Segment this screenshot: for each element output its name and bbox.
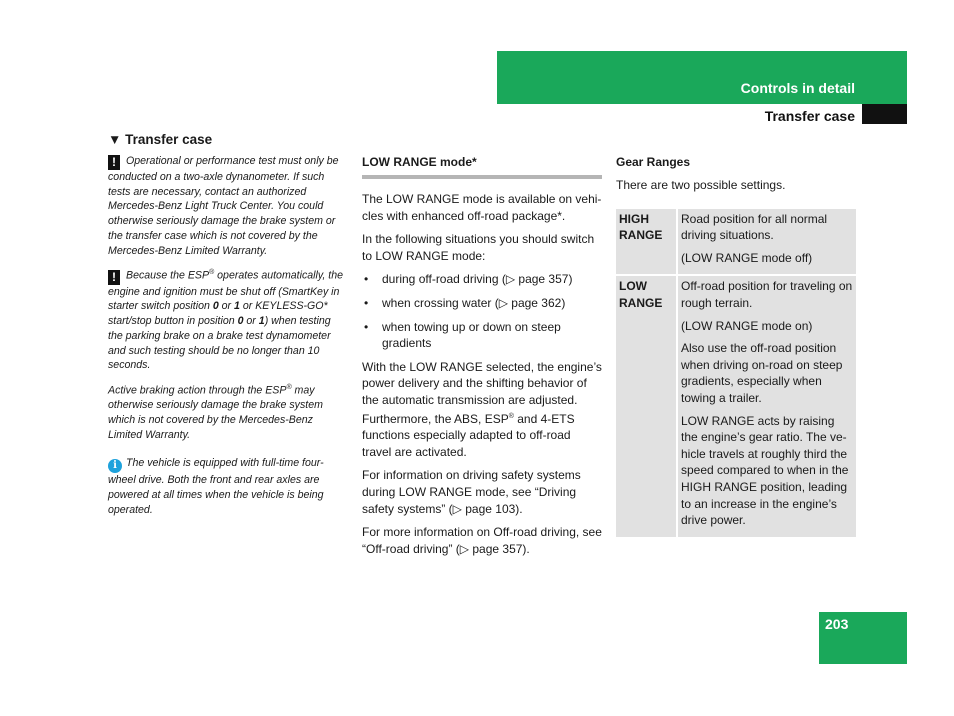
header-band (497, 51, 907, 104)
list-item: • when crossing water (▷ page 362) (362, 295, 602, 312)
paragraph: The LOW RANGE mode is available on vehi-cles with enhanced off-road package*. (362, 192, 602, 223)
paragraph: For information on driving safety systems during LOW RANGE mode, see “Driving safety systems” (▷ page 103). (362, 468, 581, 516)
note-text: or KEYLESS-GO* start/stop button in position (108, 300, 328, 328)
note-text: may otherwise seriously damage the brake system which is not covered by the Mercedes-Benz Limited Warranty. (108, 384, 323, 441)
description-line: (LOW RANGE mode on) (681, 318, 813, 333)
description-line: Off-road position for traveling on rough terrain. (681, 279, 853, 310)
range-key: LOW RANGE (616, 276, 677, 536)
position-value: 0 (212, 300, 219, 313)
description-line: Road position for all normal driving situations. (681, 211, 828, 243)
note-text: The vehicle is equipped with full-time four-wheel drive. Both the front and rear axles are powered at all times when the vehicle is being operated. (108, 457, 324, 516)
table-row (616, 276, 856, 536)
paragraph: There are two possible settings. (616, 178, 786, 192)
left-column (108, 132, 346, 525)
registered-mark: ® (508, 412, 514, 420)
list-item: • during off-road driving (▷ page 357) (362, 271, 602, 288)
paragraph: For more information on Off-road driving, see “Off-road driving” (▷ page 357). (362, 525, 602, 556)
section-title: ▼ Transfer case (108, 132, 213, 147)
page-number: 203 (825, 616, 849, 632)
situation-list (362, 271, 602, 351)
note-text: ) when testing the parking brake on a brake test dynamometer and such testing should be no longer than 10 seconds. (108, 315, 331, 372)
note-text: operates automatically, the engine and ignition must be shut off (SmartKey in starter switch position (108, 269, 343, 313)
right-column (616, 155, 856, 537)
warning-icon: ! (108, 270, 120, 285)
registered-mark: ® (286, 383, 292, 391)
range-key: HIGH RANGE (616, 209, 677, 275)
position-value: 1 (258, 315, 265, 328)
paragraph: In the following situations you should switch to LOW RANGE mode: (362, 232, 595, 263)
note-text: Because the ESP (126, 269, 210, 282)
low-range-heading: LOW RANGE mode* (362, 155, 477, 169)
info-icon: i (108, 459, 122, 473)
paragraph (362, 359, 602, 461)
position-value: 0 (237, 315, 244, 328)
warning-note-dynamometer (108, 154, 346, 258)
range-description (677, 209, 856, 275)
note-text: or (218, 300, 235, 313)
note-text: or (243, 315, 259, 328)
position-value: 1 (234, 300, 240, 313)
chapter-title: Controls in detail (740, 80, 855, 96)
warning-note-braking (108, 381, 346, 442)
paragraph-text: and 4-ETS functions especially adapted to off-road travel are activated. (362, 411, 575, 459)
note-text: Active braking action through the ESP (108, 384, 287, 397)
info-note-4wd (108, 456, 346, 517)
registered-mark: ® (209, 269, 215, 277)
page-number-box (819, 612, 907, 664)
description-line: LOW RANGE acts by raising the engine’s gear ratio. The ve-hicle travels at roughly third the speed compared to when in the HIGH RANGE position, leading to an increase in the engine’s drive power. (681, 413, 849, 528)
warning-icon: ! (108, 155, 120, 170)
note-text: Operational or performance test must only be conducted on a two-axle dynanometer. If such tests are necessary, contact an authorized Mercedes-Benz Light Truck Center. You could otherwise seriously damage the brake system or the transfer case which is not covered by the Mercedes-Benz Limited Warranty. (108, 155, 339, 257)
header-tab-marker (862, 104, 907, 124)
gear-ranges-heading: Gear Ranges (616, 155, 691, 169)
table-row (616, 209, 856, 275)
section-subtitle: Transfer case (764, 108, 855, 124)
middle-column (362, 155, 602, 564)
paragraph-text: With the LOW RANGE selected, the engine’s power delivery and the shifting behavior of the automatic transmission are adjusted. Furthermore, the ABS, ESP (362, 359, 602, 426)
list-item: • when towing up or down on steep gradients (362, 319, 602, 352)
gear-range-table (616, 209, 856, 537)
range-description (677, 276, 856, 536)
description-line: Also use the off-road position when driving on-road on steep gradients, especially when towing a trailer. (681, 341, 843, 405)
heading-rule (362, 175, 602, 179)
warning-note-esp (108, 266, 346, 373)
description-line: (LOW RANGE mode off) (681, 250, 813, 265)
